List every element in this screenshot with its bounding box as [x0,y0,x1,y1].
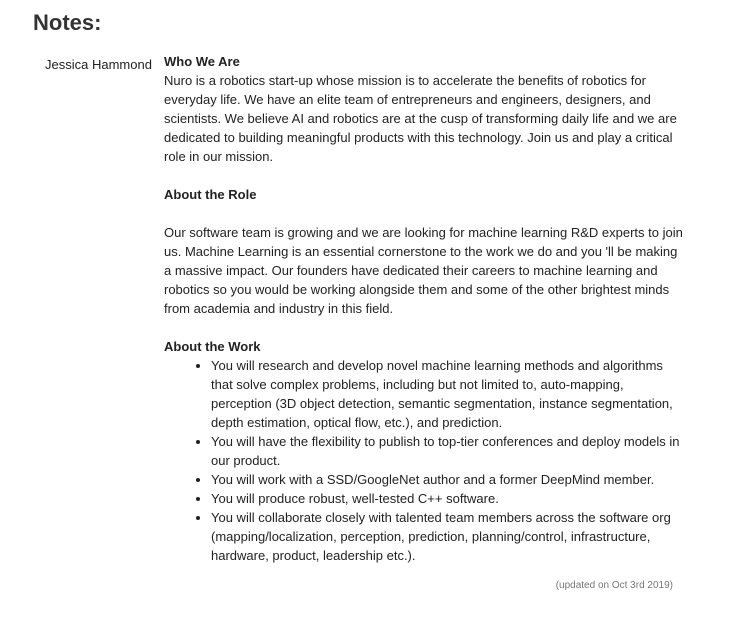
list-item: • You will collaborate closely with talented team members across the software org (mapping/localization, perception, prediction, planning/control, infrastructure, hardware, product, leadership etc.). [211,508,684,565]
note-content [164,52,684,565]
list-item: • You will research and develop novel machine learning methods and algorithms that solve complex problems, including but not limited to, auto-mapping, perception (3D object detection, semantic segmentation, instance segmentation, depth estimation, optical flow, etc.), and prediction. [211,356,684,432]
author-name: Jessica Hammond [45,57,152,72]
section-text-role: Our software team is growing and we are looking for machine learning R&D experts to join us. Machine Learning is an essential cornerstone to the work we do and you 'll be making a massive impact. Our founders have dedicated their careers to machine learning and robotics so you would be working alongside them and some of the other brightest minds from academia and industry in this field. [164,225,683,316]
list-item: • You will produce robust, well-tested C++ software. [211,489,684,508]
section-heading-role: About the Role [164,187,257,202]
section-heading-work: About the Work [164,339,261,354]
list-item: • You will work with a SSD/GoogleNet author and a former DeepMind member. [211,470,684,489]
updated-timestamp: (updated on Oct 3rd 2019) [555,580,673,591]
section-text-who: Nuro is a robotics start-up whose mission is to accelerate the benefits of robotics for everyday life. We have an elite team of entrepreneurs and engineers, designers, and scientists. We believe AI and robotics are at the cusp of transforming daily life and we are dedicated to building meaningful products with this technology. Join us and play a critical role in our mission. [164,73,677,164]
notes-title: Notes: [33,10,102,35]
work-list [164,356,684,565]
list-item: • You will have the flexibility to publish to top-tier conferences and deploy models in our product. [211,432,684,470]
section-heading-who: Who We Are [164,54,240,69]
